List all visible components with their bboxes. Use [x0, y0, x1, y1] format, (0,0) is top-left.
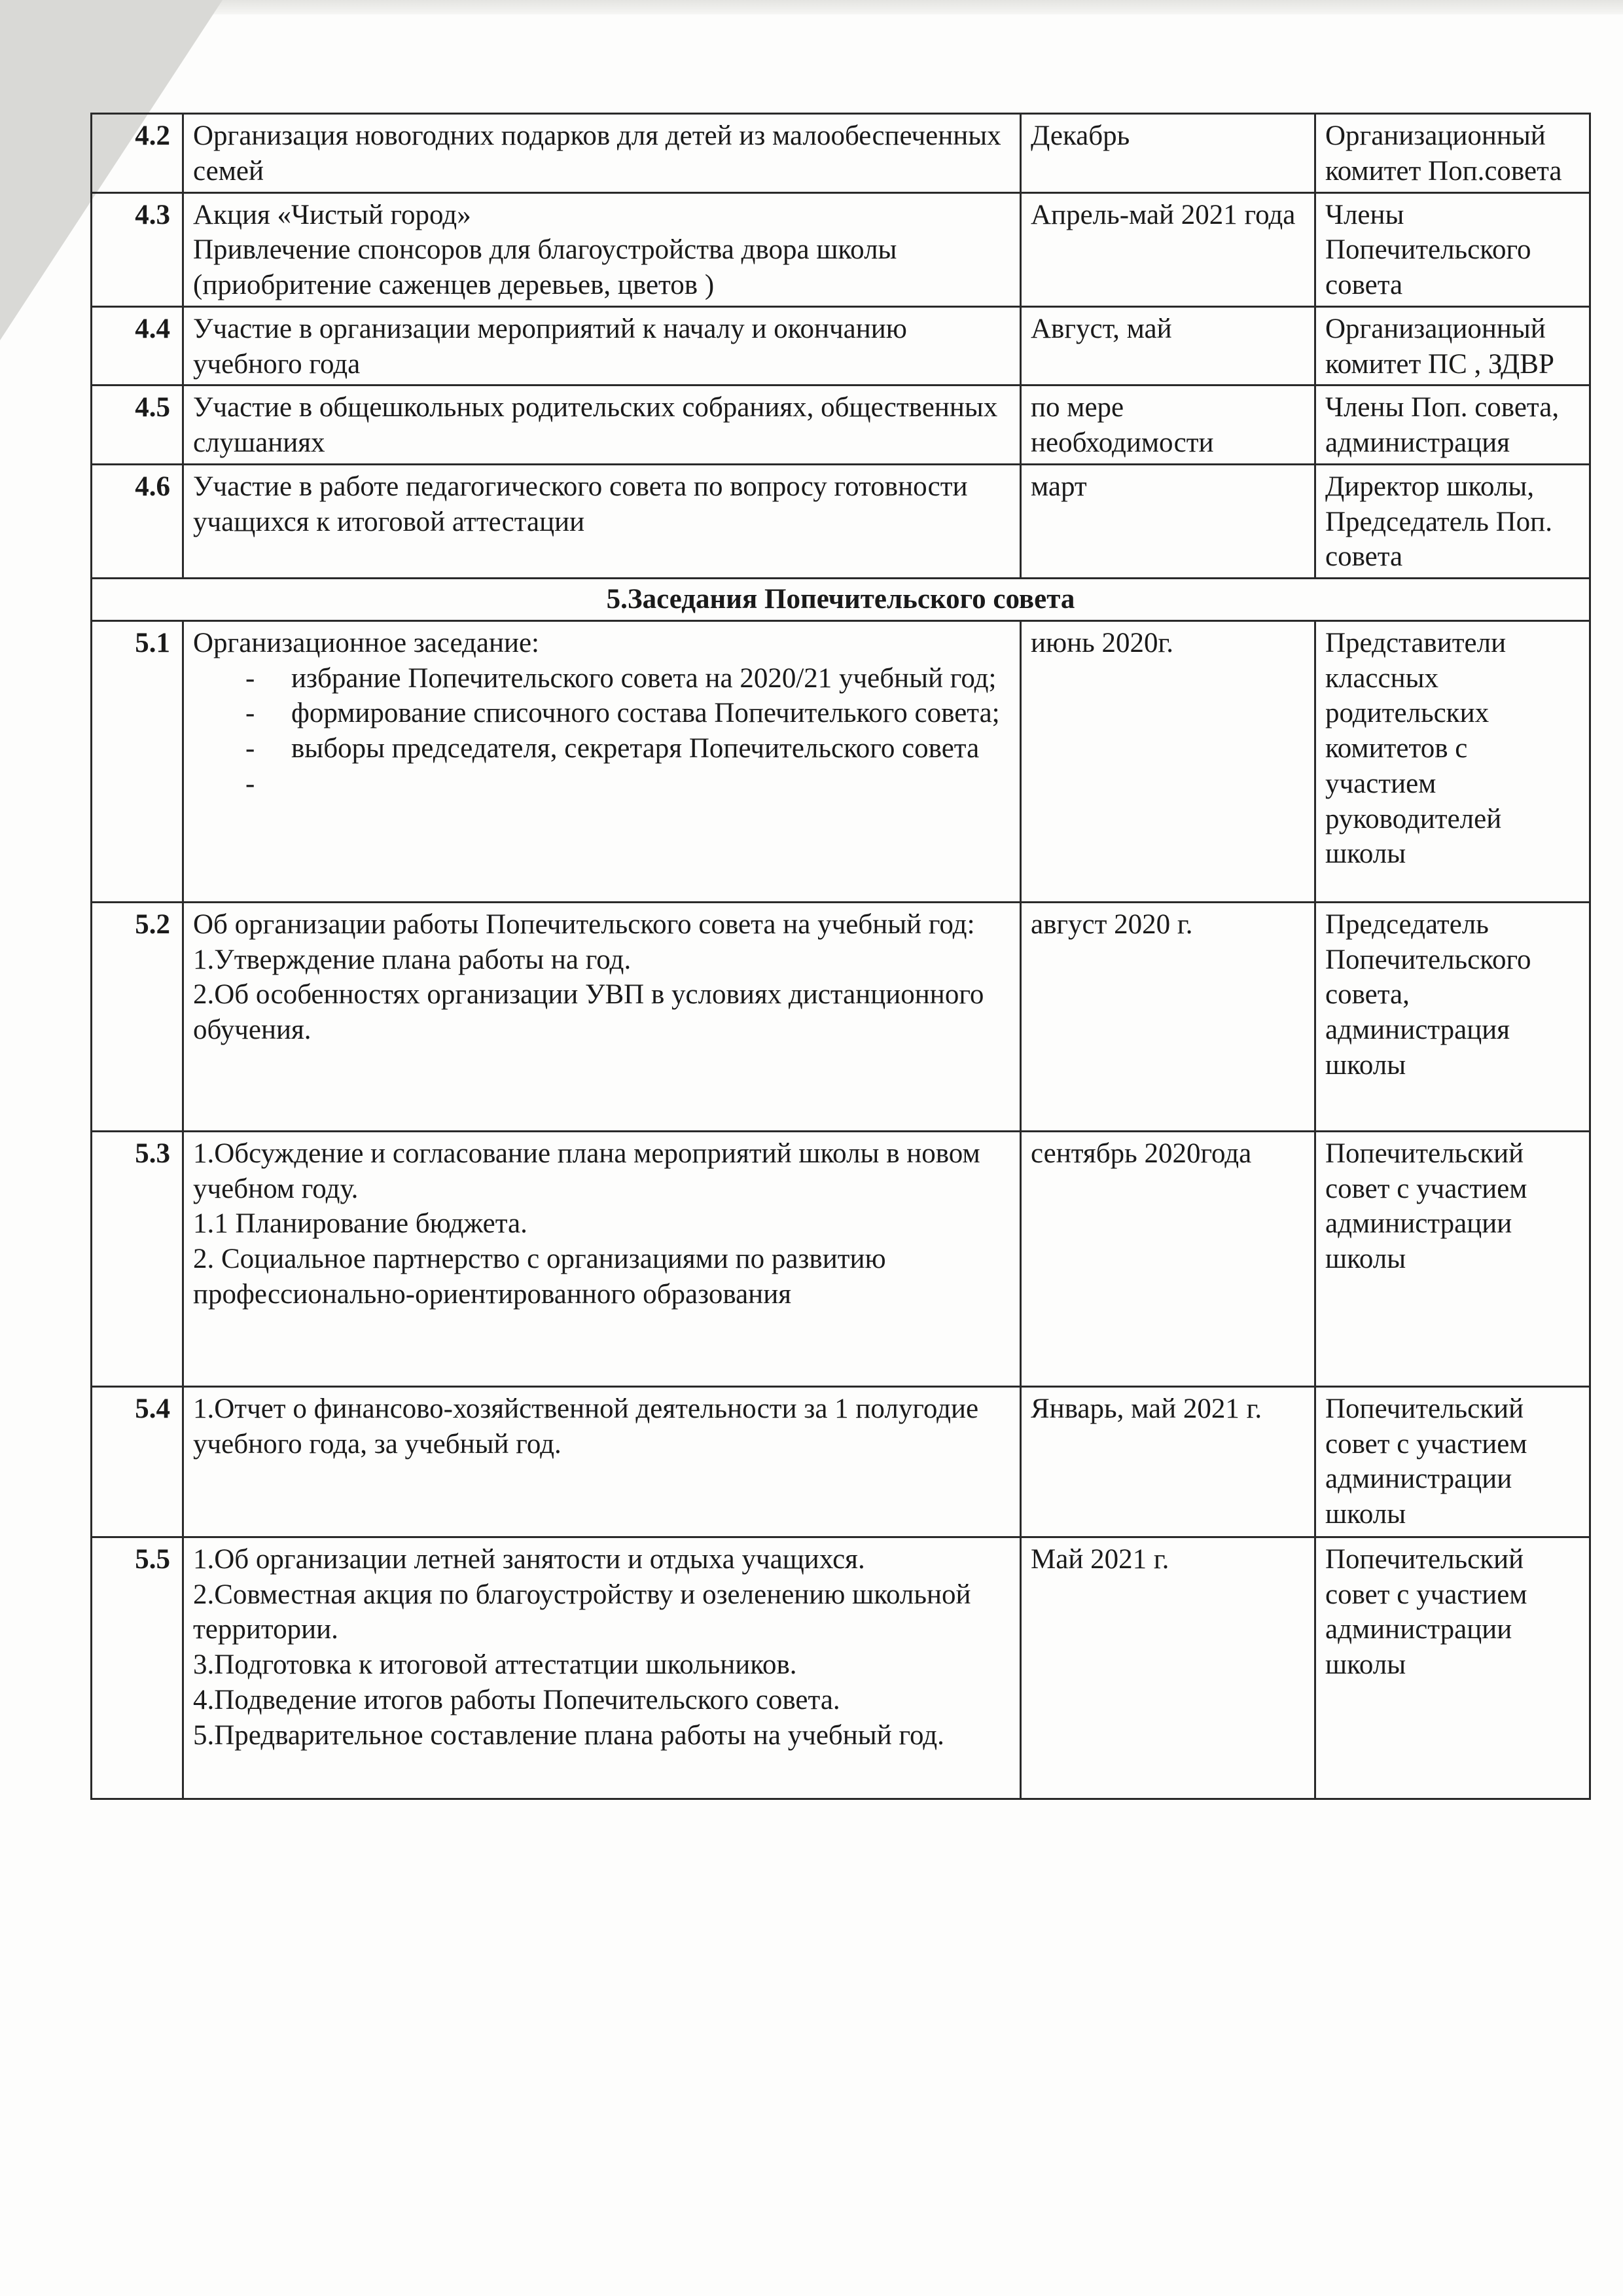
responsible-cell: Председатель Попечительского совета, администрация школы — [1315, 902, 1590, 1131]
date-cell: август 2020 г. — [1021, 902, 1315, 1131]
responsible-cell: Члены Попечительского совета — [1315, 192, 1590, 306]
agenda-list — [193, 661, 1010, 802]
date-cell: Май 2021 г. — [1021, 1537, 1315, 1799]
event-cell — [183, 1386, 1021, 1537]
event-cell — [183, 620, 1021, 902]
list-item: - формирование списочного состава Попечителького совета; — [245, 696, 1010, 731]
row-number: 4.3 — [92, 192, 183, 306]
event-cell — [183, 464, 1021, 578]
event-text: Участие в организации мероприятий к началу и окончанию учебного года — [193, 313, 907, 380]
table-row — [92, 192, 1590, 306]
event-text: 5.Предварительное составление плана работы на учебный год. — [193, 1719, 944, 1751]
date-cell: Декабрь — [1021, 114, 1315, 193]
responsible-cell: Организационный комитет ПС , ЗДВР — [1315, 306, 1590, 386]
list-item — [245, 766, 1010, 802]
table-row — [92, 386, 1590, 465]
list-item: - выборы председателя, секретаря Попечительского совета — [245, 731, 1010, 766]
event-text: 2.Совместная акция по благоустройству и озеленению школьной территории. — [193, 1579, 971, 1645]
event-heading: Организационное заседание: — [193, 627, 539, 658]
row-number: 5.1 — [92, 620, 183, 902]
event-cell — [183, 386, 1021, 465]
event-text: 2. Социальное партнерство с организациями по развитию профессионально-ориентированного образования — [193, 1244, 886, 1310]
event-text: Участие в общешкольных родительских собраниях, общественных слушаниях — [193, 392, 998, 458]
responsible-cell: Попечительский совет с участием администрации школы — [1315, 1537, 1590, 1799]
row-number: 5.3 — [92, 1131, 183, 1386]
responsible-cell: Организационный комитет Поп.совета — [1315, 114, 1590, 193]
event-text: 3.Подготовка к итоговой аттестатции школьников. — [193, 1649, 797, 1680]
list-item: - избрание Попечительского совета на 2020/21 учебный год; — [245, 661, 1010, 696]
event-text: 1.Утверждение плана работы на год. — [193, 944, 632, 975]
event-text: 2.Об особенностях организации УВП в условиях дистанционного обучения. — [193, 979, 984, 1045]
event-text: 1.1 Планирование бюджета. — [193, 1208, 527, 1240]
event-text: 1.Отчет о финансово-хозяйственной деятельности за 1 полугодие учебного года, за учебный год. — [193, 1393, 979, 1460]
responsible-cell: Попечительский совет с участием администрации школы — [1315, 1386, 1590, 1537]
plan-table — [90, 113, 1591, 1800]
event-text: Участие в работе педагогического совета по вопросу готовности учащихся к итоговой аттестации — [193, 471, 968, 537]
event-text: Привлечение спонсоров для благоустройства двора школы (приобритение саженцев деревьев, цветов ) — [193, 234, 897, 300]
date-cell: Январь, май 2021 г. — [1021, 1386, 1315, 1537]
date-cell: июнь 2020г. — [1021, 620, 1315, 902]
date-cell: по мере необходимости — [1021, 386, 1315, 465]
row-number: 4.2 — [92, 114, 183, 193]
event-cell — [183, 902, 1021, 1131]
event-text: 1.Об организации летней занятости и отдыха учащихся. — [193, 1543, 865, 1575]
date-cell: март — [1021, 464, 1315, 578]
event-text: Об организации работы Попечительского совета на учебный год: — [193, 908, 975, 940]
row-number: 4.5 — [92, 386, 183, 465]
event-cell — [183, 114, 1021, 193]
date-cell: Апрель-май 2021 года — [1021, 192, 1315, 306]
row-number: 4.4 — [92, 306, 183, 386]
responsible-cell: Члены Поп. совета, администрация — [1315, 386, 1590, 465]
event-cell — [183, 192, 1021, 306]
date-cell: сентябрь 2020года — [1021, 1131, 1315, 1386]
event-text: 4.Подведение итогов работы Попечительского совета. — [193, 1684, 840, 1715]
scan-edge — [0, 0, 1623, 14]
responsible-cell: Директор школы, Председатель Поп. совета — [1315, 464, 1590, 578]
row-number: 5.4 — [92, 1386, 183, 1537]
responsible-cell: Представители классных родительских комитетов с участием руководителей школы — [1315, 620, 1590, 902]
plan-table-body — [92, 114, 1590, 1799]
date-cell: Август, май — [1021, 306, 1315, 386]
row-number: 5.2 — [92, 902, 183, 1131]
table-row — [92, 1131, 1590, 1386]
event-cell — [183, 306, 1021, 386]
event-text: Организация новогодних подарков для детей из малообеспеченных семей — [193, 120, 1001, 187]
table-row — [92, 1386, 1590, 1537]
table-row — [92, 902, 1590, 1131]
event-cell — [183, 1537, 1021, 1799]
table-row — [92, 464, 1590, 578]
section-title: 5.Заседания Попечительского совета — [92, 579, 1590, 621]
row-number: 4.6 — [92, 464, 183, 578]
responsible-cell: Попечительский совет с участием администрации школы — [1315, 1131, 1590, 1386]
table-row — [92, 114, 1590, 193]
event-text: Акция «Чистый город» — [193, 199, 471, 230]
row-number: 5.5 — [92, 1537, 183, 1799]
table-row — [92, 620, 1590, 902]
event-cell — [183, 1131, 1021, 1386]
section-header-row — [92, 579, 1590, 621]
table-row — [92, 306, 1590, 386]
event-text: 1.Обсуждение и согласование плана мероприятий школы в новом учебном году. — [193, 1138, 980, 1204]
table-row — [92, 1537, 1590, 1799]
